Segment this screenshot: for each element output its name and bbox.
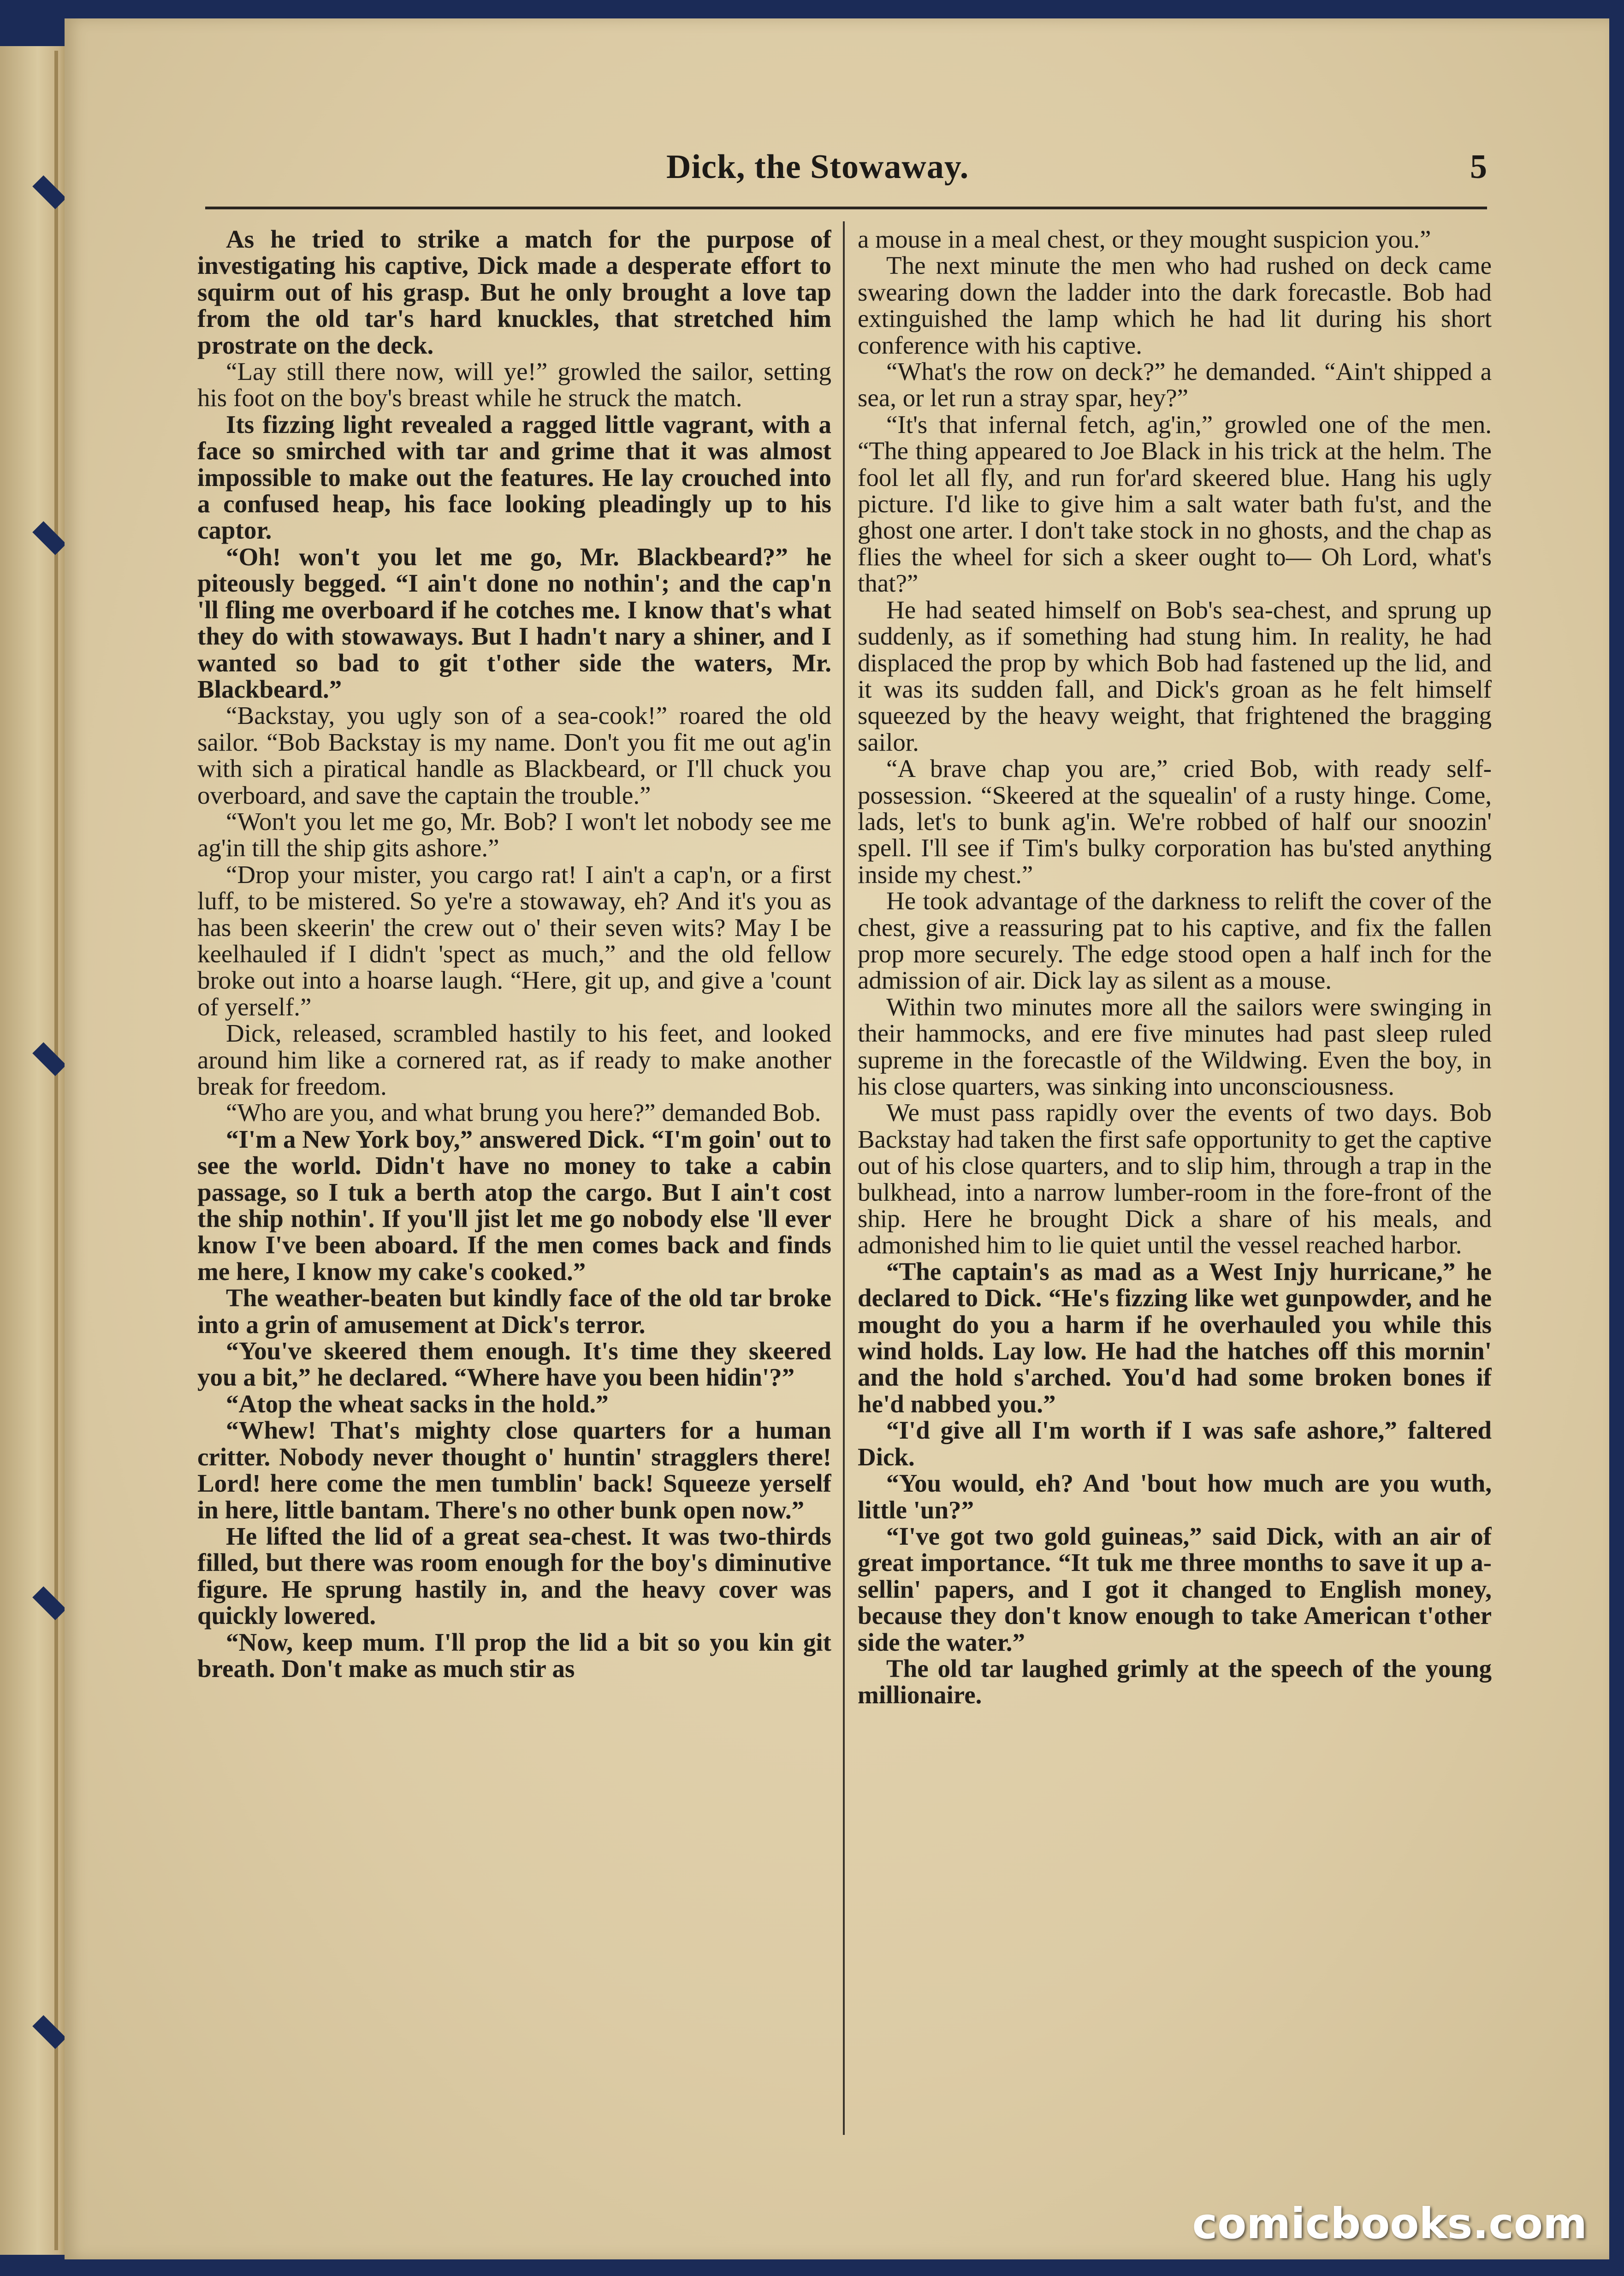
paragraph: a mouse in a meal chest, or they mought suspicion you.” [858, 226, 1431, 253]
paragraph: “I've got two gold guineas,” said Dick, with an air of great importance. “It tuk me three months to save it up a-sellin' papers, and I got it changed to English money, because they don't know enough to take American t'other side the water.” [858, 1522, 1492, 1656]
header-rule [205, 207, 1487, 209]
paragraph: He had seated himself on Bob's sea-chest, and sprung up suddenly, as if something had stung him. In reality, he had displaced the prop by which Bob had fastened up the lid, and it was its sudden fall, and Dick's groan as he felt himself squeezed by the heavy weight, that frightened the bragging sailor. [858, 595, 1492, 756]
left-column [197, 226, 831, 2107]
facing-page-edge [0, 46, 69, 2255]
paragraph: “Whew! That's mighty close quarters for a human critter. Nobody never thought o' huntin' stragglers there! Lord! here come the men tumblin' back! Squeeze yerself in here, little bantam. There's no other bunk open now.” [197, 1416, 831, 1524]
paragraph: “The captain's as mad as a West Injy hurricane,” he declared to Dick. “He's fizzing like wet gunpowder, and he mought do you a harm if he overhauled you while this wind holds. Lay low. He had the hatches off this mornin' and the hold s'arched. You'd had some broken bones if he'd nabbed you.” [858, 1257, 1492, 1418]
paragraph: He took advantage of the darkness to relift the cover of the chest, give a reassuring pat to his captive, and fix the fallen prop more securely. The edge stood open a half inch for the admission of air. Dick lay as silent as a mouse. [858, 887, 1492, 995]
page-number: 5 [1470, 148, 1487, 186]
paragraph: As he tried to strike a match for the purpose of investigating his captive, Dick made a desperate effort to squirm out of his grasp. But he only brought a love tap from the old tar's hard knuckles, that stretched him prostrate on the deck. [197, 226, 831, 359]
paragraph: “I'd give all I'm worth if I was safe ashore,” faltered Dick. [858, 1416, 1492, 1471]
spine-fold [54, 51, 58, 2250]
paragraph: “Who are you, and what brung you here?” demanded Bob. [226, 1098, 821, 1127]
paragraph: “It's that infernal fetch, ag'in,” growled one of the men. “The thing appeared to Joe Black in his trick at the helm. The fool let all fly, and run for'ard skeered blue. Hang his ugly picture. I'd like to give him a salt water bath fu'st, and the ghost one arter. I don't take stock in no ghosts, and the chap as flies the wheel for sich a skeer ought to— Oh Lord, what's that?” [858, 410, 1492, 598]
paragraph: “You would, eh? And 'bout how much are you wuth, little 'un?” [858, 1469, 1492, 1524]
paragraph: “What's the row on deck?” he demanded. “Ain't shipped a sea, or let run a stray spar, hey?” [858, 357, 1492, 412]
running-title: Dick, the Stowaway. [666, 148, 969, 186]
paragraph: “A brave chap you are,” cried Bob, with ready self-possession. “Skeered at the squealin' of a rusty hinge. Come, lads, let's to bunk ag'in. We're robbed of half our snoozin' spell. I'll see if Tim's bulky corporation has bu'sted anything inside my chest.” [858, 754, 1492, 889]
paragraph: “I'm a New York boy,” answered Dick. “I'm goin' out to see the world. Didn't have no money to take a cabin passage, so I tuk a berth atop the cargo. But I ain't cost the ship nothin'. If you'll jist let me go nobody else 'll ever know I've been aboard. If the men comes back and finds me here, I know my cake's cooked.” [197, 1125, 831, 1286]
paragraph: “Drop your mister, you cargo rat! I ain't a cap'n, or a first luff, to be mistered. So ye're a stowaway, eh? And it's you as has been skeerin' the crew out o' their seven wits? May I be keelhauled if I didn't 'spect as much,” and the old fellow broke out into a hoarse laugh. “Here, git up, and give a 'count of yerself.” [197, 860, 831, 1021]
column-rule [843, 221, 845, 2135]
paragraph: “Backstay, you ugly son of a sea-cook!” roared the old sailor. “Bob Backstay is my name. Don't you fit me out ag'in with sich a piratical handle as Blackbeard, or I'll chuck you overboard, and save the captain the trouble.” [197, 701, 831, 809]
paragraph: “Oh! won't you let me go, Mr. Blackbeard?” he piteously begged. “I ain't done no nothin'; and the cap'n 'll fling me overboard if he cotches me. I know that's what they do with stowaways. But I hadn't nary a shiner, and I wanted so bad to git t'other side the waters, Mr. Blackbeard.” [197, 542, 831, 703]
paragraph: He lifted the lid of a great sea-chest. It was two-thirds filled, but there was room enough for the boy's diminutive figure. He sprung hastily in, and the heavy cover was quickly lowered. [197, 1522, 831, 1630]
paragraph: “You've skeered them enough. It's time they skeered you a bit,” he declared. “Where have you been hidin'?” [197, 1337, 831, 1392]
right-column [858, 226, 1492, 2107]
paragraph: Dick, released, scrambled hastily to his feet, and looked around him like a cornered rat, as if ready to make another break for freedom. [197, 1019, 831, 1100]
paragraph: We must pass rapidly over the events of two days. Bob Backstay had taken the first safe opportunity to get the captive out of his close quarters, and to slip him, through a trap in the bulkhead, into a narrow lumber-room in the fore-front of the ship. Here he brought Dick a share of his meals, and admonished him to lie quiet until the vessel reached harbor. [858, 1098, 1492, 1259]
paragraph: Its fizzing light revealed a ragged little vagrant, with a face so smirched with tar and grime that it was almost impossible to make out the features. He lay crouched into a confused heap, his face looking pleadingly up to his captor. [197, 410, 831, 545]
paragraph: The next minute the men who had rushed on deck came swearing down the ladder into the dark forecastle. Bob had extinguished the lamp which he had lit during his short conference with his captive. [858, 251, 1492, 359]
watermark: comicbooks.com [1192, 2199, 1587, 2248]
paragraph: Within two minutes more all the sailors were swinging in their hammocks, and ere five minutes had past sleep ruled supreme in the forecastle of the Wildwing. Even the boy, in his close quarters, was sinking into unconsciousness. [858, 992, 1492, 1100]
paragraph: The weather-beaten but kindly face of the old tar broke into a grin of amusement at Dick's terror. [197, 1284, 831, 1339]
paragraph: “Won't you let me go, Mr. Bob? I won't let nobody see me ag'in till the ship gits ashore.” [197, 807, 831, 862]
paragraph: “Atop the wheat sacks in the hold.” [226, 1389, 609, 1418]
paragraph: “Now, keep mum. I'll prop the lid a bit so you kin git breath. Don't make as much stir as [197, 1628, 831, 1683]
page-header [205, 148, 1487, 198]
paragraph: “Lay still there now, will ye!” growled the sailor, setting his foot on the boy's breast while he struck the match. [197, 357, 831, 412]
paragraph: The old tar laughed grimly at the speech of the young millionaire. [858, 1654, 1492, 1709]
